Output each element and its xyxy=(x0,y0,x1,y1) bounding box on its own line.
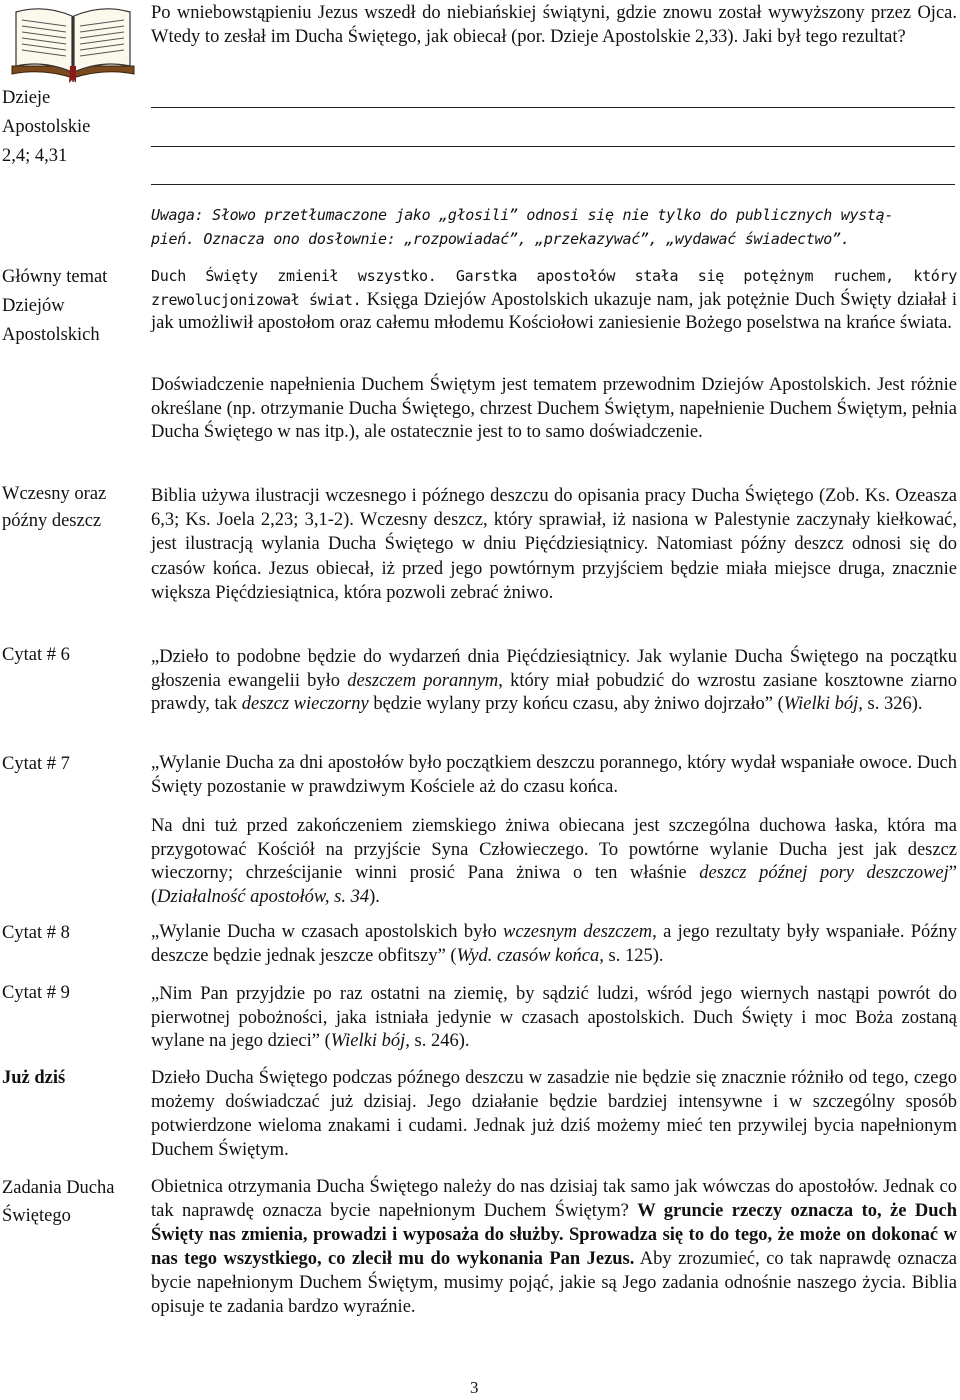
note-line: Uwaga: Słowo przetłumaczone jako „głosili” odnosi się nie tylko do publicznych wystą- xyxy=(151,206,894,224)
text-span: Księga Dziejów Apostolskich ukazuje nam, jak potężnie Duch Święty działał i jak umożliwił apostołom oraz całemu młodemu Kościołowi zaniesienie Bożego poselstwa na krańce świata. xyxy=(151,289,957,333)
emphasis: deszcz późnej pory deszczowej xyxy=(699,863,949,883)
text-span: Doświadczenie napełnienia Duchem Świętym jest tematem przewodnim Dziejów Apostolskich. Jest różnie określane (np. xyxy=(151,375,957,419)
text-span: otrzymanie Ducha Świętego, chrzest Duchem Świętym, napełnienie Duchem Świętym, pełnia Ducha Świętego w nas itp.), ale ostatecznie jest to to samo doświadczenie. xyxy=(151,398,957,442)
main-theme-paragraph xyxy=(151,265,957,336)
source-title: Wielki bój, xyxy=(783,694,863,714)
note-line: pień. Oznacza ono dosłownie: „rozpowiadać”, „przekazywać”, „wydawać świadectwo”. xyxy=(151,229,850,248)
text-span: „Dzieło to podobne będzie do wydarzeń dnia Pięćdziesiątnicy. Jak wylanie Ducha Świętego na początku głoszenia ewangelii było xyxy=(151,647,957,691)
note-paragraph xyxy=(151,204,957,251)
side-line: Dzieje xyxy=(2,88,51,108)
quote-8-paragraph xyxy=(151,921,957,968)
bold-statement: W gruncie rzeczy oznacza to, że Duch Święty nas zmienia, prowadzi i wyposaża do służby. Sprowadza się to do tego, że może on dokonać w nas tego wszystkiego, co zlecił mu do wykonania Pan Jezus. xyxy=(151,1201,957,1269)
side-line: Apostolskich xyxy=(2,325,100,345)
side-label-deszcz xyxy=(2,481,146,535)
side-line: Świętego xyxy=(2,1206,71,1226)
side-line: Główny temat xyxy=(2,267,108,287)
text-span: s. 326). xyxy=(862,694,923,714)
side-line: późny deszcz xyxy=(2,511,102,531)
side-label-dzieje-ref xyxy=(2,86,146,168)
answer-line[interactable] xyxy=(151,146,955,147)
emphasis: deszcz wieczorny xyxy=(241,694,369,714)
emphasis: deszczem porannym xyxy=(347,670,499,691)
text-span: , a jego rezultaty były wspaniałe. Późny deszcze będzie jednak jeszcze obfitszy” ( xyxy=(151,922,958,966)
quote-7a-paragraph: „Wylanie Ducha za dni apostołów było początkiem deszczu porannego, który wydał wspaniałe owoce. Duch Święty pozostanie w prawdziwym Kościele aż do czasu końca. xyxy=(151,753,957,797)
page-number: 3 xyxy=(470,1378,479,1397)
text-span: s. 246). xyxy=(409,1031,470,1051)
side-line: Apostolskie xyxy=(2,117,91,137)
text-span: ). xyxy=(369,886,380,907)
source-title: Wielki bój, xyxy=(330,1031,410,1051)
side-label-juz: Już dziś xyxy=(2,1068,66,1088)
side-line: 2,4; 4,31 xyxy=(2,146,68,166)
source-title: Działalność apostołów, s. 34 xyxy=(157,886,370,907)
source-title: Wyd. czasów końca, xyxy=(456,945,604,966)
text-span: Na dni tuż przed zakończeniem ziemskiego żniwa obiecana jest szczególna duchowa łaska, która ma przygotować Kościół na przyjście Syna Człowieczego. To powtórne wylanie Ducha jest jak deszcz wieczorny; chrześcijanie winni prosić Pana żniwa o ten właśnie xyxy=(151,816,957,883)
side-label-glowny xyxy=(2,263,146,350)
emphasis: wczesnym deszczem xyxy=(503,922,653,942)
text-span: będzie wylany przy końcu czasu, aby żniwo dojrzało” ( xyxy=(368,694,784,714)
side-line: Dziejów xyxy=(2,296,65,316)
side-label-cytat6: Cytat # 6 xyxy=(2,645,70,665)
text-span: s. 125). xyxy=(603,945,664,966)
side-label-cytat9: Cytat # 9 xyxy=(2,983,70,1003)
text-span: , który miał pobudzić do wzrostu zasiane kosztowne ziarno prawdy, tak xyxy=(151,670,958,714)
quote-7b-paragraph xyxy=(151,815,957,909)
side-line: Wczesny oraz xyxy=(2,484,107,504)
quote-6-paragraph xyxy=(151,646,957,717)
text-span: „Wylanie Ducha w czasach apostolskich było xyxy=(151,922,504,942)
answer-line[interactable] xyxy=(151,184,955,185)
text-span: „Nim Pan przyjdzie po raz ostatni na ziemię, by sądzić ludzi, wśród jego wiernych nastąpi powrót do pierwotnej pobożności, jaka istniała jedynie w czasach apostolskich. Duch Święty i moc Boża zostaną wylane na jego dzieci” ( xyxy=(151,984,957,1051)
today-paragraph: Dzieło Ducha Świętego podczas późnego deszczu w zasadzie nie będzie się znacznie różniło od tego, czego możemy doświadczać już dzisiaj. Jego działanie będzie bardziej intensywne i w szczególny sposób potwierdzone wieloma znakami i cudami. Jednak już dziś możemy mieć ten przywilej bycia napełnionym Duchem Świętym. xyxy=(151,1068,957,1160)
side-label-cytat7: Cytat # 7 xyxy=(2,754,70,774)
text-span: ” ( xyxy=(151,863,957,907)
quote-9-paragraph xyxy=(151,983,957,1054)
text-span: Aby zrozumieć, co tak naprawdę oznacza bycie napełnionym Duchem Świętym, musimy pojąć, jakie są Jego zadania odnośnie naszego życia. Biblia opisuje te zadania bardzo wyraźnie. xyxy=(151,1249,958,1317)
text-span: Duch Święty zmienił wszystko. Garstka apostołów stała się potężnym ruchem, który zrewolucjonizował świat. xyxy=(151,267,957,309)
experience-paragraph xyxy=(151,374,957,445)
rain-paragraph: Biblia używa ilustracji wczesnego i późnego deszczu do opisania pracy Ducha Świętego (Zob. Ks. Ozeasza 6,3; Ks. Joela 2,23; 3,1-2). Wczesny deszcz, który sprawiał, iż nasiona w Palestynie zaczynały kiełkować, jest ilustracją wylania Ducha Świętego w dniu Pięćdziesiątnicy. Natomiast późny deszcz odnosi się do czasów końca. Jezus obiecał, iż przed jego powtórnym przyjściem będzie miała miejsce druga, znacznie większa Pięćdziesiątnica, która pozwoli zebrać żniwo. xyxy=(151,486,957,603)
answer-line[interactable] xyxy=(151,107,955,108)
intro-paragraph: Po wniebowstąpieniu Jezus wszedł do niebiańskiej świątyni, gdzie znowu został wywyższony przez Ojca. Wtedy to zesłał im Ducha Świętego, jak obiecał (por. Dzieje Apostolskie 2,33). Jaki był tego rezultat? xyxy=(151,3,957,47)
tasks-paragraph xyxy=(151,1175,957,1319)
side-line: Zadania Ducha xyxy=(2,1178,115,1198)
text-span: Obietnica otrzymania Ducha Świętego należy do nas dzisiaj tak samo jak wówczas do apostołów. Jednak co tak naprawdę oznacza bycie napełnionym Duchem Świętym? xyxy=(151,1177,957,1221)
side-label-zadania xyxy=(2,1174,146,1230)
side-label-cytat8: Cytat # 8 xyxy=(2,923,70,943)
open-book-icon xyxy=(6,4,140,84)
